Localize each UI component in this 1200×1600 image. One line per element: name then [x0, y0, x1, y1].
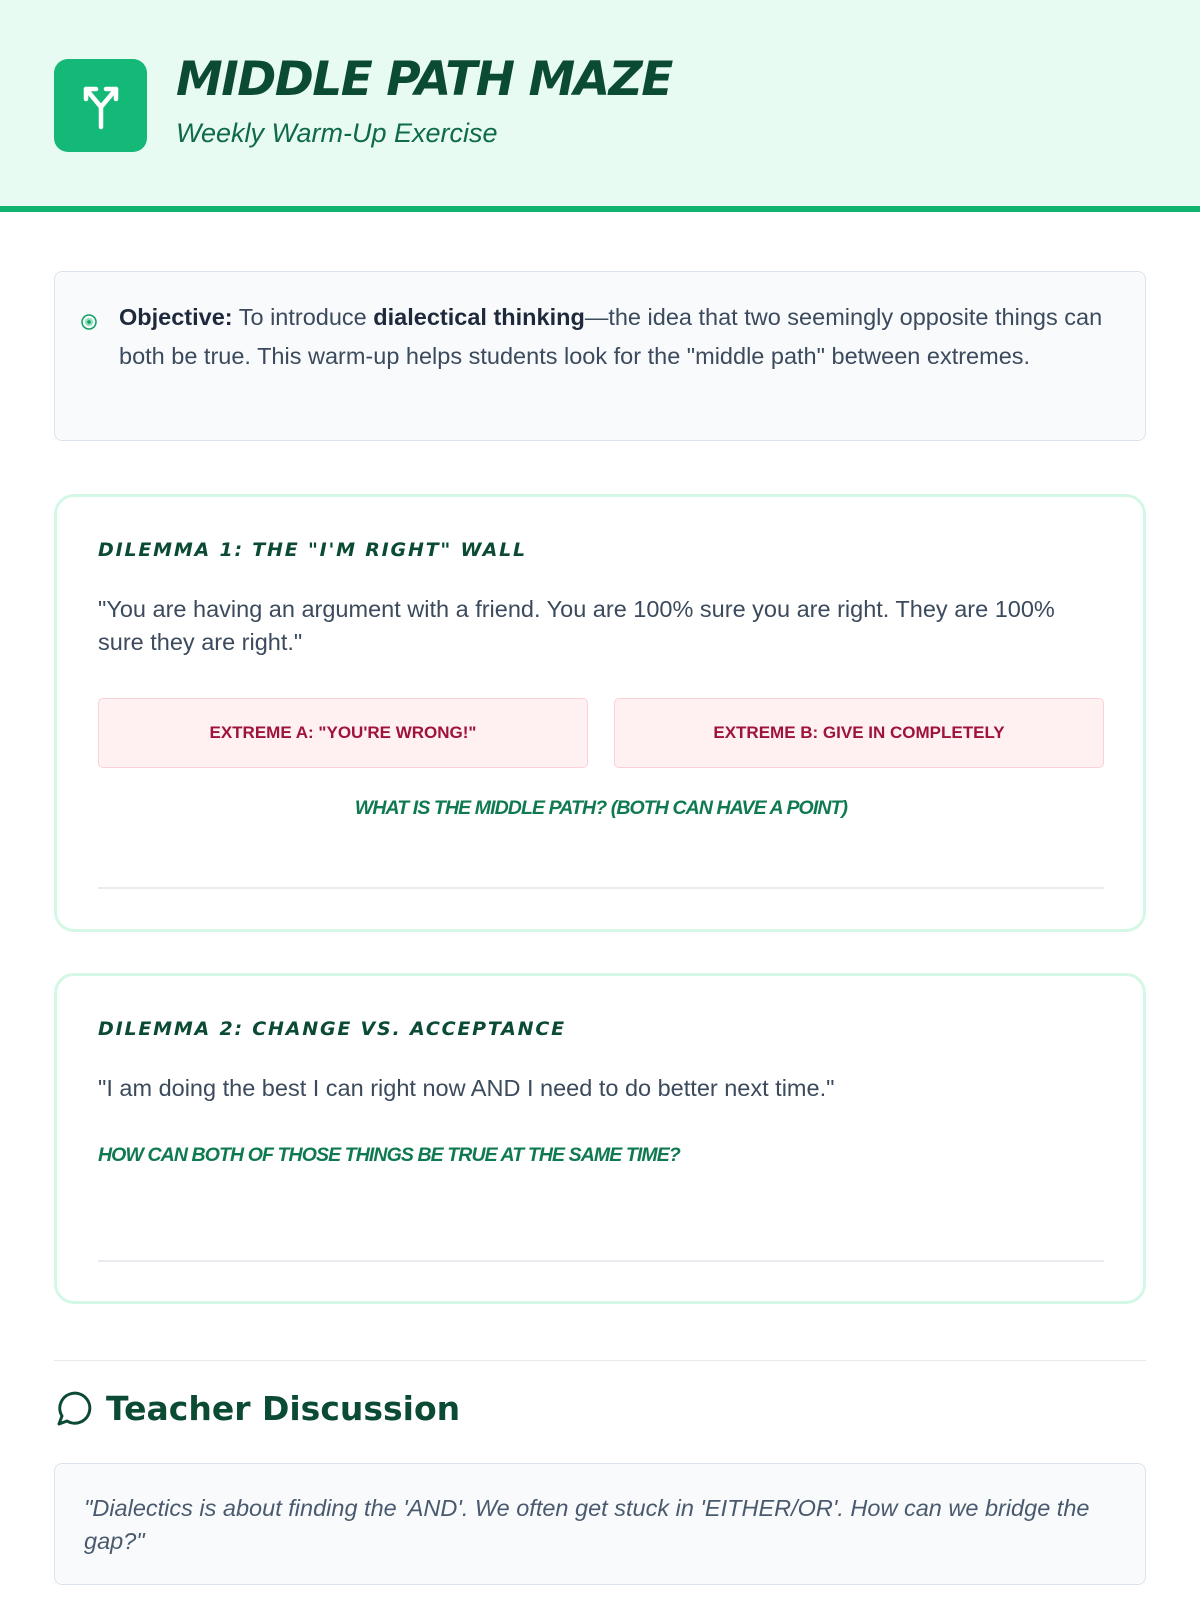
discussion-title: Teacher Discussion: [106, 1389, 461, 1428]
page-subtitle: Weekly Warm-Up Exercise: [176, 118, 498, 148]
target-icon: [81, 314, 97, 335]
page-title: MIDDLE PATH MAZE: [176, 52, 672, 107]
dilemma-title: DILEMMA 2: CHANGE VS. ACCEPTANCE: [98, 1018, 566, 1040]
middle-path-prompt: WHAT IS THE MIDDLE PATH? (BOTH CAN HAVE A POINT): [354, 797, 848, 819]
extreme-a-box: EXTREME A: "YOU'RE WRONG!": [98, 698, 588, 768]
dilemma-card-1: [54, 494, 1146, 932]
objective-emphasis: dialectical thinking: [373, 304, 585, 330]
answer-line[interactable]: [98, 1260, 1104, 1262]
dilemma-card-2: [54, 973, 1146, 1304]
dilemma-title: DILEMMA 1: THE "I'M RIGHT" WALL: [98, 539, 527, 561]
chat-bubble-icon: [54, 1391, 92, 1434]
dilemma-scenario: "You are having an argument with a friend. You are 100% sure you are right. They are 100% sure they are right.": [98, 596, 1055, 655]
objective-text: Objective: To introduce dialectical thinking—the idea that two seemingly opposite things can both be true. This warm-up helps students look for the "middle path" between extremes.: [119, 304, 1103, 369]
extreme-b-box: EXTREME B: GIVE IN COMPLETELY: [614, 698, 1104, 768]
split-path-icon: [54, 59, 147, 152]
both-true-prompt: HOW CAN BOTH OF THOSE THINGS BE TRUE AT THE SAME TIME?: [98, 1144, 680, 1166]
objective-label: Objective:: [119, 304, 233, 330]
page-header: [0, 0, 1200, 212]
answer-line[interactable]: [98, 887, 1104, 889]
objective-box: [54, 271, 1146, 441]
section-divider: [54, 1360, 1146, 1361]
dilemma-scenario: "I am doing the best I can right now AND I need to do better next time.": [98, 1075, 835, 1101]
discussion-quote: "Dialectics is about finding the 'AND'. We often get stuck in 'EITHER/OR'. How can we bridge the gap?": [84, 1495, 1090, 1554]
discussion-quote-box: [54, 1463, 1146, 1585]
